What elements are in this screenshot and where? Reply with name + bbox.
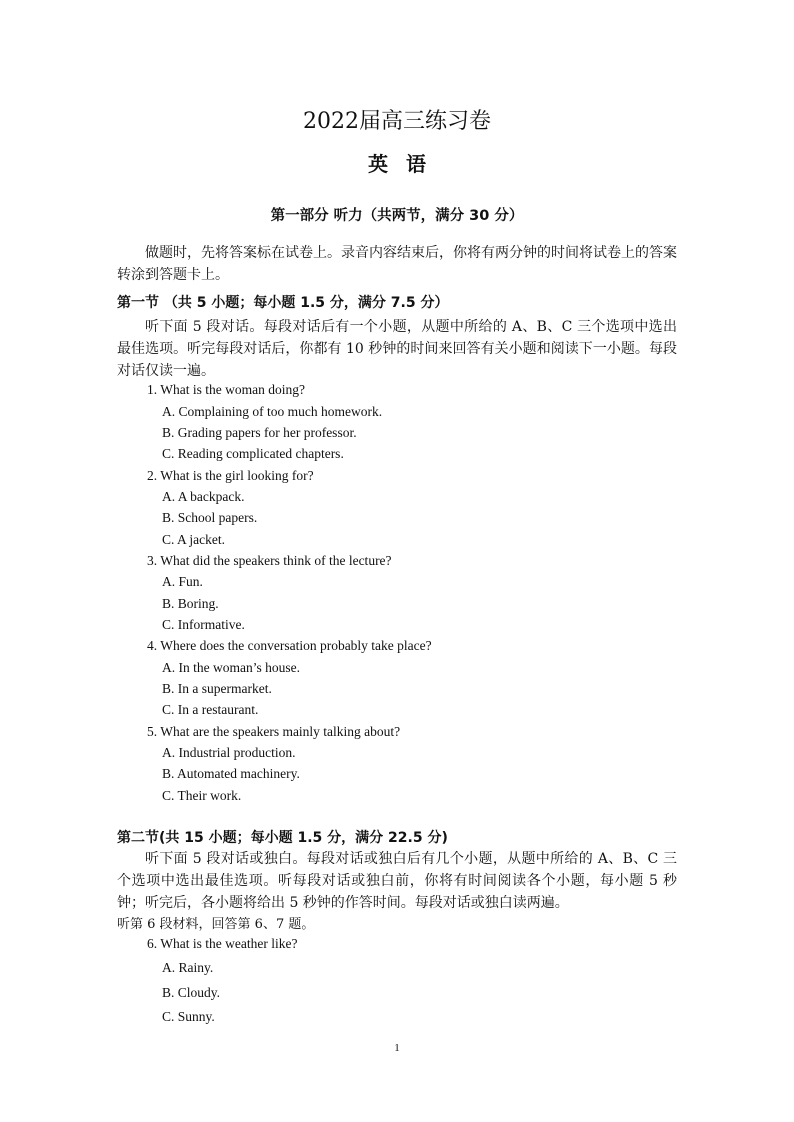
question-1-option-c: C. Reading complicated chapters.: [162, 446, 344, 461]
material-note: 听第 6 段材料，回答第 6、7 题。: [117, 917, 315, 932]
section1-heading: 第一节 （共 5 小题；每小题 1.5 分，满分 7.5 分）: [117, 295, 449, 311]
subject-title: 英语: [368, 152, 444, 176]
question-2-option-c: C. A jacket.: [162, 532, 225, 547]
part1-instructions: 做题时，先将答案标在试卷上。录音内容结束后，你将有两分钟的时间将试卷上的答案转涂到答题卡上。: [117, 245, 677, 283]
question-5-option-c: C. Their work.: [162, 788, 242, 803]
question-5-option-a: A. Industrial production.: [162, 745, 296, 760]
section1-instructions: 听下面 5 段对话。每段对话后有一个小题，从题中所给的 A、B、C 三个选项中选出最佳选项。听完每段对话后，你都有 10 秒钟的时间来回答有关小题和阅读下一小题。每段对话仅读一遍。: [117, 319, 677, 379]
question-3: 3. What did the speakers think of the lecture?: [147, 553, 392, 568]
page-number: 1: [394, 1042, 400, 1054]
question-3-option-a: A. Fun.: [162, 574, 203, 589]
part1-heading: 第一部分 听力（共两节，满分 30 分）: [270, 208, 524, 224]
question-6: 6. What is the weather like?: [147, 936, 298, 951]
question-1: 1. What is the woman doing?: [147, 382, 305, 397]
question-5: 5. What are the speakers mainly talking about?: [147, 724, 401, 739]
question-2-option-a: A. A backpack.: [162, 489, 245, 504]
question-1-option-a: A. Complaining of too much homework.: [162, 404, 383, 419]
section2-instructions: 听下面 5 段对话或独白。每段对话或独白后有几个小题，从题中所给的 A、B、C 三个选项中选出最佳选项。听每段对话或独白前，你将有时间阅读各个小题，每小题 5 秒钟；听完后，各小题将给出 5 秒钟的作答时间。每段对话或独白读两遍。: [117, 851, 677, 911]
question-4-option-a: A. In the woman’s house.: [162, 660, 300, 675]
question-4-option-b: B. In a supermarket.: [162, 681, 272, 696]
question-3-option-b: B. Boring.: [162, 596, 219, 611]
question-4-option-c: C. In a restaurant.: [162, 702, 259, 717]
question-2-option-b: B. School papers.: [162, 510, 258, 525]
section2-heading: 第二节(共 15 小题；每小题 1.5 分，满分 22.5 分): [117, 830, 448, 846]
question-6-option-c: C. Sunny.: [162, 1009, 215, 1024]
question-4: 4. Where does the conversation probably take place?: [147, 638, 432, 653]
question-1-option-b: B. Grading papers for her professor.: [162, 425, 357, 440]
question-6-option-a: A. Rainy.: [162, 960, 214, 975]
exam-title: 2022届高三练习卷: [303, 109, 491, 134]
question-6-option-b: B. Cloudy.: [162, 985, 221, 1000]
question-2: 2. What is the girl looking for?: [147, 468, 314, 483]
question-5-option-b: B. Automated machinery.: [162, 766, 300, 781]
question-3-option-c: C. Informative.: [162, 617, 245, 632]
